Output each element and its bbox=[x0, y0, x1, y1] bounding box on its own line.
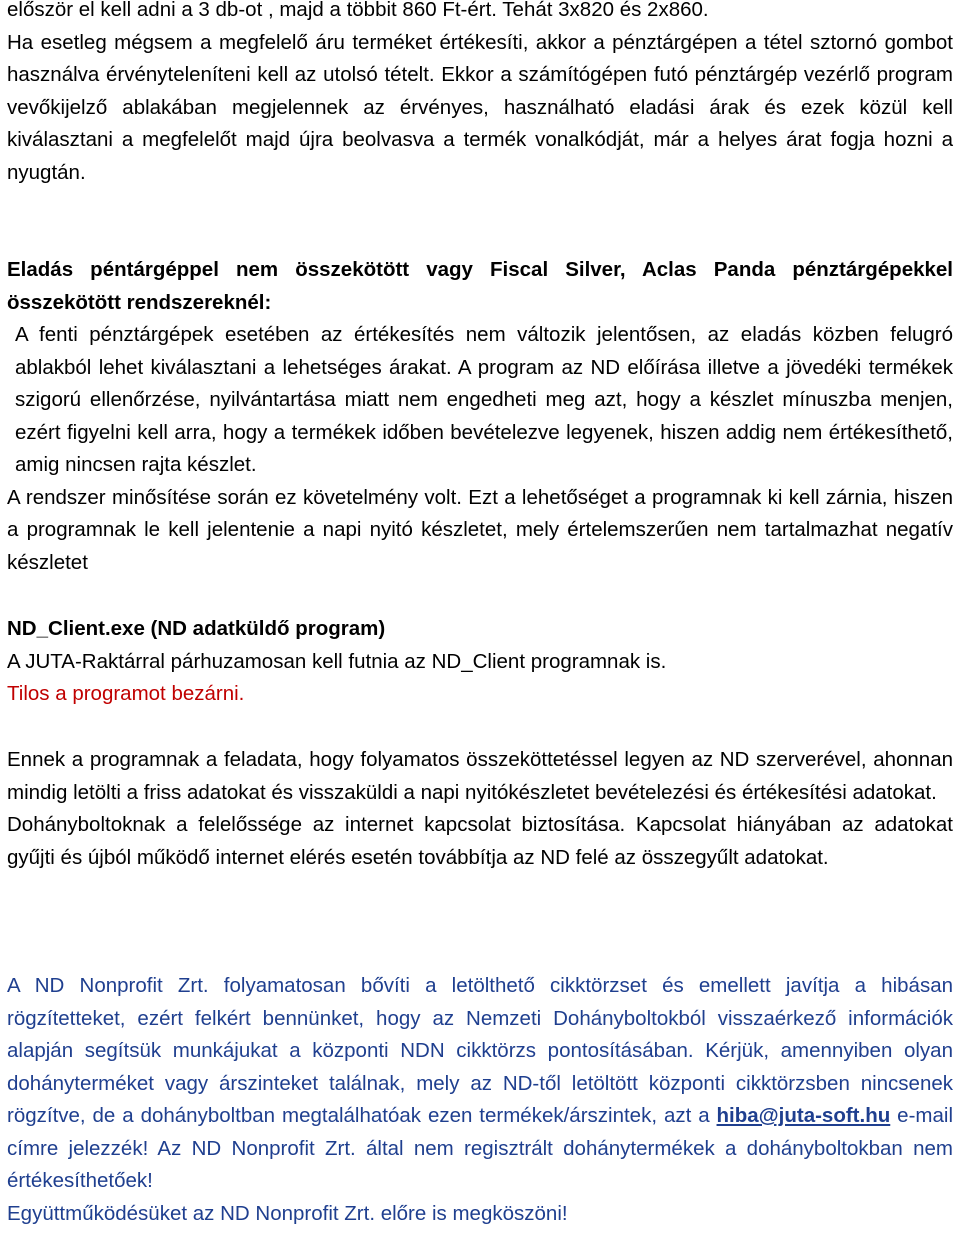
nonprofit-text-before-link: A ND Nonprofit Zrt. folyamatosan bővíti a letölthető cikktörzset és emellett javítja a hibásan rögzítetteket, ezért felkért bennünket, hogy az Nemzeti Dohányboltokból visszaérkező információk alapján segítsük munkájukat a központi NDN cikktörzs pontosításában. Kérjük, amennyiben olyan dohányterméket vagy árszinteket találnak, mely az ND-től letöltött központi cikktörzsben nincsenek rögzítve, de a dohányboltban megtalálhatóak ezen termékek/árszintek, azt a bbox=[7, 974, 953, 1127]
task-section bbox=[7, 744, 953, 874]
task-paragraph-1: Ennek a programnak a feladata, hogy folyamatos összeköttetéssel legyen az ND szerverével, ahonnan mindig letölti a friss adatokat és visszaküldi a napi nyitókészletet bevételezési és értékesítési adatokat. bbox=[7, 748, 953, 804]
intro-paragraph-2: Ha esetleg mégsem a megfelelő áru terméket értékesíti, akkor a pénztárgépen a tétel sztornó gombot használva érvényteleníteni kell az utolsó tételt. Ekkor a számítógépen futó pénztárgép vezérlő program vevőkijelző ablakában megjelennek az érvényes, használható eladási árak és ezek közül kell kiválasztani a megfelelőt majd újra beolvasva a termék vonalkódját, már a helyes árat fogja hozni a nyugtán. bbox=[7, 30, 953, 184]
sales-heading: Eladás péntárgéppel nem összekötött vagy Fiscal Silver, Aclas Panda pénztárgépekkel összekötött rendszereknél: bbox=[7, 258, 953, 314]
nonprofit-section bbox=[7, 970, 953, 1230]
nonprofit-text-after-link: e-mail címre jelezzék! Az ND Nonprofit Zrt. által nem regisztrált dohánytermékek a dohányboltokban nem értékesíthetőek! bbox=[7, 1104, 953, 1192]
intro-section bbox=[7, 0, 953, 189]
client-heading: ND_Client.exe (ND adatküldő program) bbox=[7, 617, 386, 640]
client-warning: Tilos a programot bezárni. bbox=[7, 682, 245, 705]
nonprofit-paragraph-2: Együttműködésüket az ND Nonprofit Zrt. előre is megköszöni! bbox=[7, 1201, 568, 1225]
nonprofit-paragraph-1 bbox=[7, 970, 953, 1198]
client-section bbox=[7, 613, 953, 711]
client-paragraph: A JUTA-Raktárral párhuzamosan kell futnia az ND_Client programnak is. bbox=[7, 649, 667, 673]
sales-paragraph-1: A fenti pénztárgépek esetében az értékesítés nem változik jelentősen, az eladás közben felugró ablakból lehet kiválasztani a lehetséges árakat. A program az ND előírása illetve a jövedéki termékek szigorú ellenőrzése, nyilvántartása miatt nem engedheti meg azt, hogy a készlet mínuszba menjen, ezért figyelni kell arra, hogy a termékek időben bevételezve legyenek, hiszen addig nem értékesíthető, amig nincsen rajta készlet. bbox=[15, 323, 953, 476]
sales-section bbox=[7, 254, 953, 579]
task-paragraph-2: Dohányboltoknak a felelőssége az internet kapcsolat biztosítása. Kapcsolat hiányában az adatokat gyűjti és újból működő internet elérés esetén továbbítja az ND felé az összegyűlt adatokat. bbox=[7, 813, 953, 869]
email-link[interactable]: hiba@juta-soft.hu bbox=[716, 1104, 891, 1127]
intro-paragraph-1: először el kell adni a 3 db-ot , majd a többit 860 Ft-ért. Tehát 3x820 és 2x860. bbox=[7, 0, 709, 21]
sales-paragraph-2: A rendszer minősítése során ez követelmény volt. Ezt a lehetőséget a programnak ki kell zárnia, hiszen a programnak le kell jelentenie a napi nyitó készletet, mely értelemszerűen nem tartalmazhat negatív készletet bbox=[7, 485, 953, 574]
